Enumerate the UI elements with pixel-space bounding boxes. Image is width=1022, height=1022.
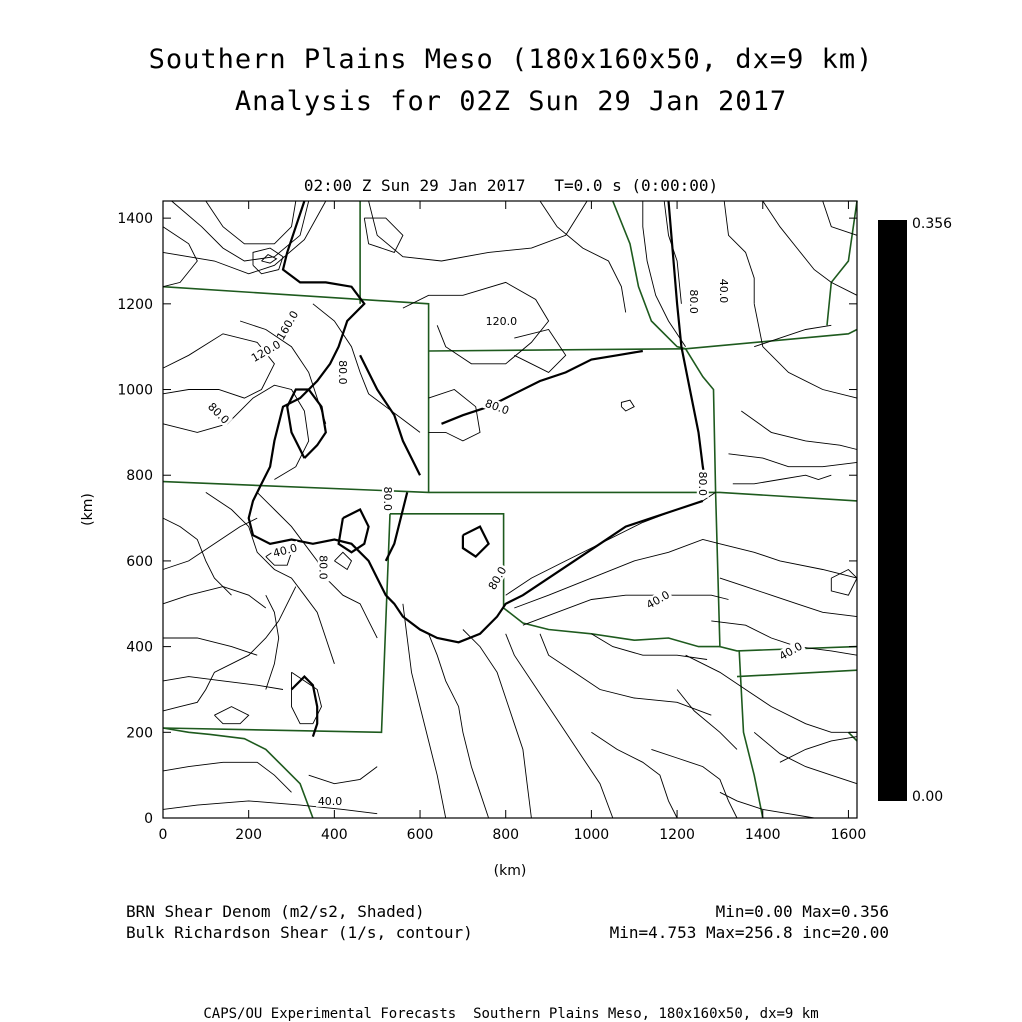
contour-line-26 (720, 578, 857, 617)
contour-line-53 (334, 552, 351, 569)
y-axis-label: (km) (80, 493, 96, 526)
colorbar-min-label: 0.00 (912, 789, 944, 805)
chart-subtitle: Analysis for 02Z Sun 29 Jan 2017 (234, 86, 788, 117)
contour-line-bold-2 (442, 351, 643, 424)
contour-label-4: 80.0 (205, 400, 232, 427)
shaded-field-stats: Min=0.00 Max=0.356 (715, 902, 889, 921)
state-border-1 (163, 482, 857, 501)
contour-label-7: 80.0 (316, 555, 330, 580)
x-tick-label-4: 800 (492, 827, 520, 843)
contour-line-bold-6 (292, 677, 318, 737)
contour-line-49 (163, 518, 232, 595)
contour-line-37 (429, 634, 489, 818)
contour-label-8: 80.0 (485, 564, 510, 593)
contour-line-bold-7 (463, 527, 489, 557)
contour-label-0: 160.0 (274, 308, 302, 343)
contour-line-44 (163, 762, 292, 792)
state-borders (163, 201, 857, 818)
contour-line-19 (763, 201, 857, 295)
shaded-field-label: BRN Shear Denom (m2/s2, Shaded) (126, 902, 425, 921)
contour-line-35 (506, 634, 613, 818)
state-border-5 (737, 670, 857, 676)
contour-line-11 (364, 218, 403, 252)
contour-line-43 (163, 801, 377, 814)
x-tick-label-5: 1000 (573, 827, 610, 843)
contour-line-22 (741, 411, 857, 450)
contour-line-58 (309, 767, 378, 784)
contour-label-13: 40.0 (644, 588, 672, 612)
contour-line-56 (163, 587, 296, 711)
contour-line-39 (677, 690, 737, 750)
contour-line-13 (429, 390, 480, 441)
contour-line-36 (463, 630, 532, 819)
contour-line-10 (369, 201, 587, 261)
contour-line-12 (403, 282, 549, 363)
contour-line-38 (403, 604, 446, 818)
contour-line-33 (591, 634, 707, 660)
contour-line-41 (651, 749, 737, 818)
credits-line: CAPS/OU Experimental Forecasts Southern Plains Meso, 180x160x50, dx=9 km (203, 1006, 819, 1022)
x-tick-label-8: 1600 (830, 827, 867, 843)
state-border-3 (429, 349, 686, 351)
y-tick-label-5: 1000 (117, 382, 153, 399)
contour-label-10: 80.0 (687, 289, 701, 314)
contour-line-62 (621, 400, 634, 411)
chart-title: Southern Plains Meso (180x160x50, dx=9 km) (148, 44, 874, 75)
x-tick-label-2: 400 (320, 827, 348, 843)
plot-time-label: 02:00 Z Sun 29 Jan 2017 T=0.0 s (0:00:00) (303, 176, 719, 195)
contour-line-0 (163, 227, 197, 287)
contour-line-48 (163, 518, 257, 569)
contour-line-4 (253, 248, 283, 274)
contour-line-46 (163, 638, 257, 655)
contour-label-9: 80.0 (695, 471, 709, 497)
contour-line-7 (163, 385, 309, 479)
contour-label-2: 120.0 (485, 314, 518, 328)
state-border-9 (686, 330, 857, 349)
colorbar (878, 216, 952, 805)
contour-line-57 (266, 595, 279, 689)
contour-line-3 (206, 201, 296, 244)
contour-line-34 (540, 634, 711, 715)
colorbar-max-label: 0.356 (912, 216, 953, 232)
contour-line-45 (163, 677, 283, 690)
contour-line-bold-1 (360, 355, 420, 475)
contour-label-3: 80.0 (335, 360, 349, 385)
contour-line-60 (780, 737, 857, 763)
state-border-10 (827, 201, 857, 325)
contour-line-25 (720, 544, 857, 578)
y-tick-label-2: 400 (126, 639, 153, 656)
contour-field-label: Bulk Richardson Shear (1/s, contour) (126, 923, 473, 942)
contour-line-21 (754, 304, 857, 398)
contour-line-40 (754, 732, 857, 783)
state-border-6 (390, 514, 720, 647)
y-tick-label-3: 600 (126, 553, 153, 570)
contour-line-47 (163, 587, 266, 608)
contour-line-50 (206, 492, 335, 663)
contour-field-stats: Min=4.753 Max=256.8 inc=20.00 (609, 923, 889, 942)
contour-line-6 (163, 334, 274, 398)
contour-line-15 (540, 201, 626, 312)
contour-label-12: 40.0 (271, 541, 299, 561)
contour-line-29 (831, 570, 857, 596)
contour-line-28 (686, 655, 857, 732)
contour-label-1: 120.0 (249, 337, 283, 365)
contour-label-5: 80.0 (483, 396, 511, 418)
x-tick-label-3: 600 (406, 827, 434, 843)
contour-line-42 (591, 732, 677, 818)
contour-line-31 (514, 540, 720, 609)
contour-line-5 (262, 255, 277, 264)
x-axis-label: (km) (493, 863, 527, 879)
contour-label-6: 80.0 (380, 486, 394, 512)
x-tick-label-6: 1200 (659, 827, 695, 843)
contour-label-14: 40.0 (776, 639, 805, 664)
contour-label-11: 40.0 (717, 278, 731, 304)
y-tick-label-0: 0 (144, 811, 153, 827)
colorbar-bar (878, 220, 907, 801)
y-tick-label-1: 200 (126, 725, 153, 742)
contour-line-59 (720, 792, 814, 818)
x-tick-label-7: 1400 (744, 827, 781, 843)
contour-line-32 (523, 595, 729, 625)
x-tick-label-1: 200 (235, 827, 263, 843)
y-tick-label-6: 1200 (117, 296, 153, 313)
contour-line-23 (729, 454, 858, 467)
contour-line-55 (214, 707, 248, 724)
y-tick-label-7: 1400 (117, 211, 153, 228)
y-tick-label-4: 800 (126, 468, 153, 485)
contour-label-15: 40.0 (317, 794, 343, 808)
x-tick-label-0: 0 (158, 827, 168, 843)
contour-line-24 (733, 475, 832, 484)
